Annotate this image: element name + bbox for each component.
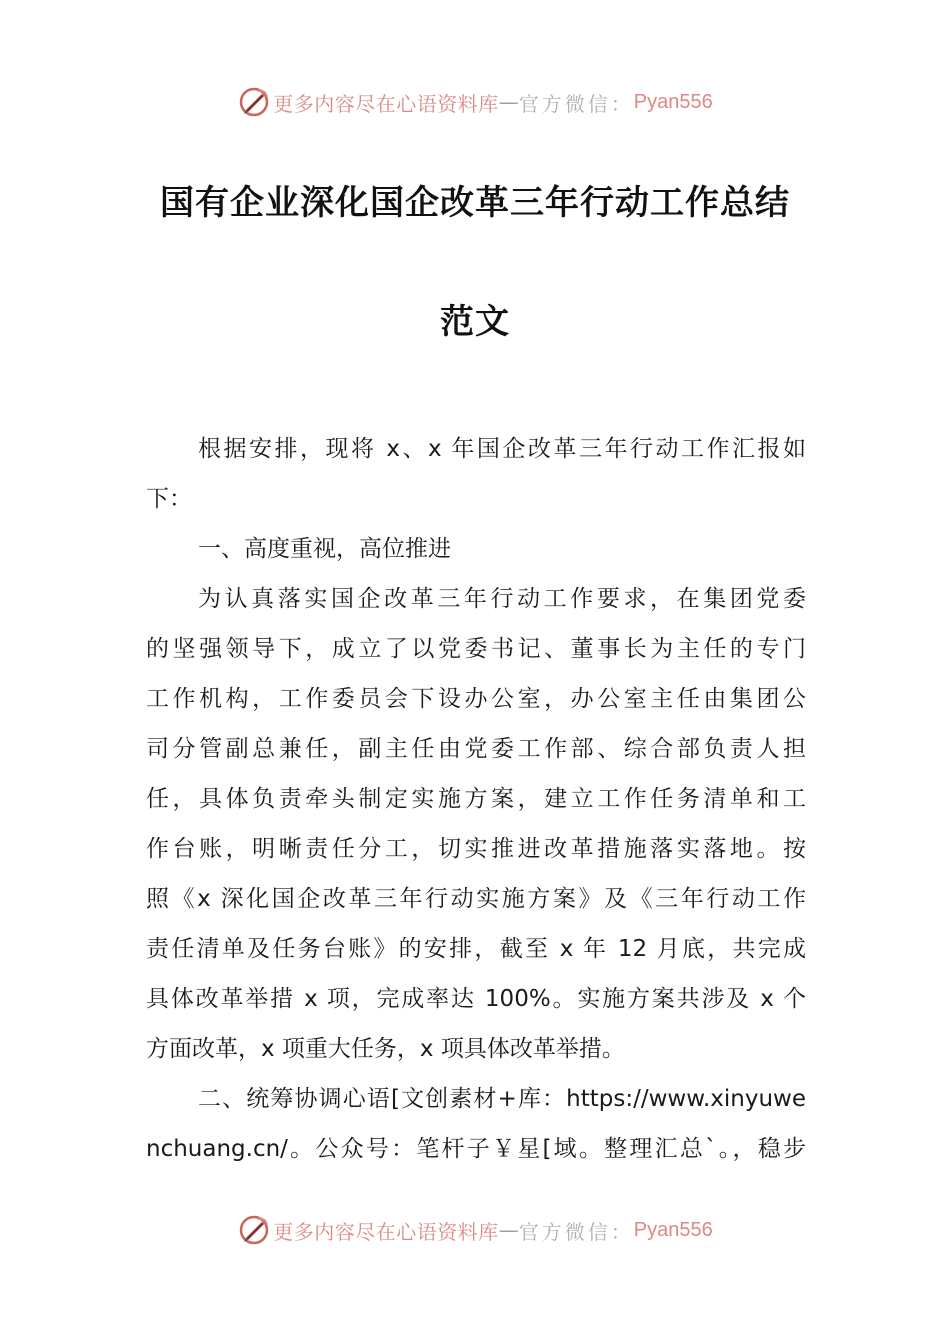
paragraph-line: 的坚强领导下，成立了以党委书记、董事长为主任的专门 (146, 636, 806, 662)
paragraph-line: 具体改革举措 x 项，完成率达 100%。实施方案共涉及 x 个 (146, 986, 806, 1012)
paragraph-line: 作台账，明晰责任分工，切实推进改革措施落实落地。按 (146, 836, 806, 862)
watermark-text: 更多内容尽在心语资料库 (273, 1219, 499, 1244)
watermark-text: 更多内容尽在心语资料库 (273, 91, 499, 116)
paragraph-line: 任，具体负责牵头制定实施方案，建立工作任务清单和工 (146, 786, 806, 812)
section-heading: 二、统筹协调心语[文创素材+库：https://www.xinyuwe (198, 1086, 806, 1112)
paragraph-line: 为认真落实国企改革三年行动工作要求，在集团党委 (198, 586, 806, 612)
watermark-id: Pyan556 (633, 90, 713, 113)
header-watermark (0, 82, 950, 122)
footer-watermark (0, 1210, 950, 1250)
paragraph-line: 方面改革，x 项重大任务，x 项具体改革举措。 (146, 1036, 625, 1062)
watermark-dash: — (498, 1218, 519, 1242)
pen-logo-icon (237, 1213, 271, 1247)
document-title-line-2: 范文 (440, 302, 510, 342)
document-title-line-1: 国有企业深化国企改革三年行动工作总结 (160, 183, 790, 223)
watermark-dash: — (498, 90, 519, 114)
paragraph-line: 工作机构，工作委员会下设办公室，办公室主任由集团公 (146, 686, 806, 712)
paragraph-line: 司分管副总兼任，副主任由党委工作部、综合部负责人担 (146, 736, 806, 762)
section-heading: 一、高度重视，高位推进 (198, 536, 451, 562)
pen-logo-icon (237, 85, 271, 119)
paragraph-line: 下： (146, 486, 192, 512)
paragraph-line: 根据安排，现将 x、x 年国企改革三年行动工作汇报如 (198, 436, 806, 462)
watermark-id: Pyan556 (633, 1218, 713, 1241)
paragraph-line: 责任清单及任务台账》的安排，截至 x 年 12 月底，共完成 (146, 936, 806, 962)
document-body (146, 424, 806, 1174)
paragraph-line: 照《x 深化国企改革三年行动实施方案》及《三年行动工作 (146, 886, 806, 912)
paragraph-line: nchuang.cn/。公众号：笔杆子￥星[域。整理汇总`。，稳步 (146, 1136, 806, 1162)
watermark-official: 官方微信： (518, 91, 634, 116)
watermark-official: 官方微信： (518, 1219, 634, 1244)
